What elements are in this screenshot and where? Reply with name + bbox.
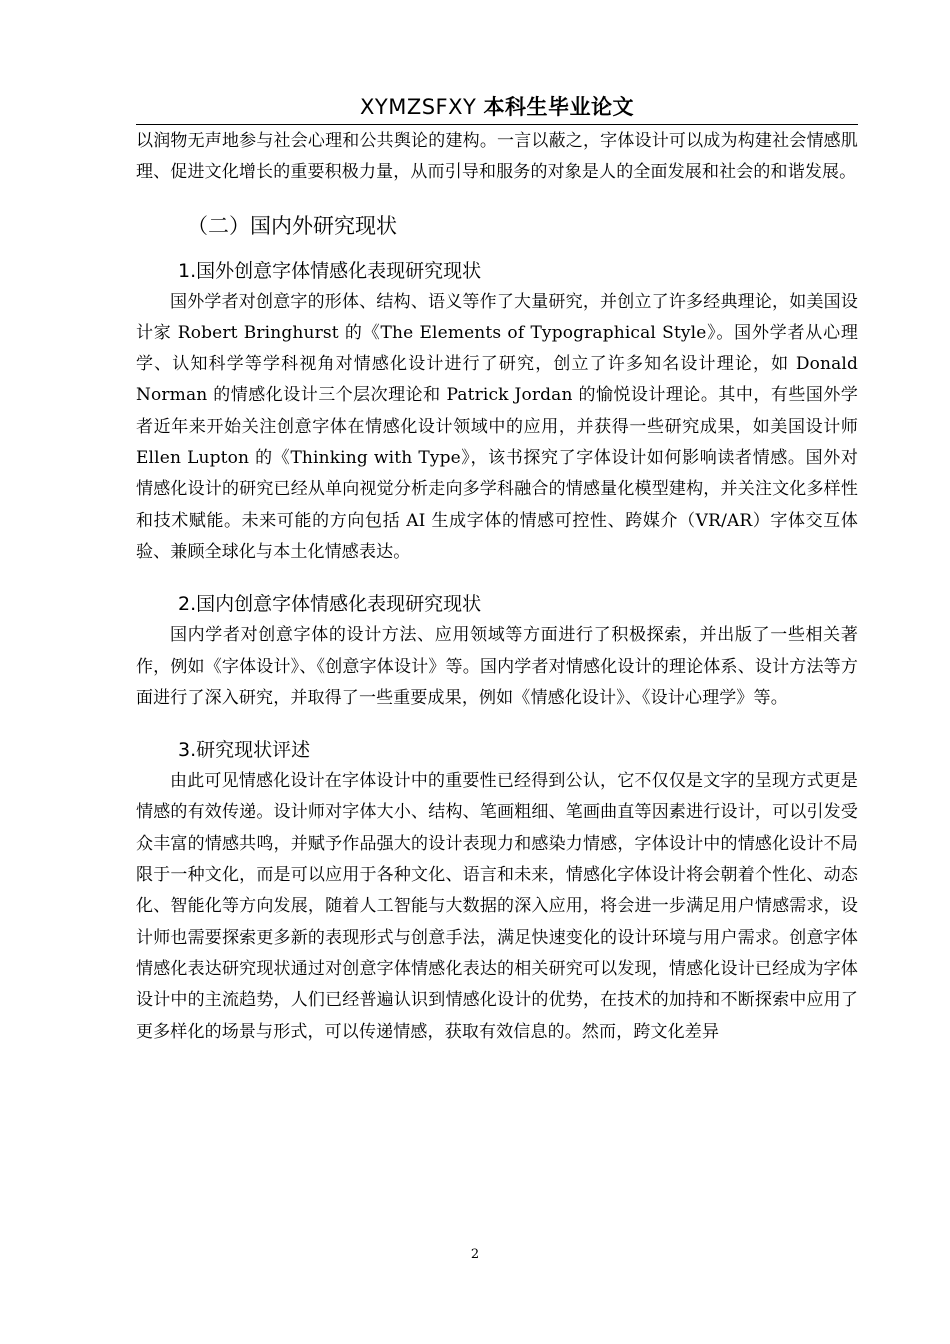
subsection-paragraph-review: 由此可见情感化设计在字体设计中的重要性已经得到公认，它不仅仅是文字的呈现方式更是情感的有效传递。设计师对字体大小、结构、笔画粗细、笔画曲直等因素进行设计，可以引发受众丰富的情感共鸣，并赋予作品强大的设计表现力和感染力情感，字体设计中的情感化设计不局限于一种文化，而是可以应用于各种文化、语言和未来，情感化字体设计将会朝着个性化、动态化、智能化等方向发展，随着人工智能与大数据的深入应用，将会进一步满足用户情感需求，设计师也需要探索更多新的表现形式与创意手法，满足快速变化的设计环境与用户需求。创意字体情感化表达研究现状通过对创意字体情感化表达的相关研究可以发现，情感化设计已经成为字体设计中的主流趋势，人们已经普遍认识到情感化设计的优势，在技术的加持和不断探索中应用了更多样化的场景与形式，可以传递情感，获取有效信息的。然而，跨文化差异 — [136, 771, 858, 1042]
running-header — [136, 92, 858, 122]
subsection-heading-review: 3.研究现状评述 — [178, 739, 311, 762]
body-content — [136, 126, 858, 1048]
subsection-paragraph-domestic: 国内学者对创意字体的设计方法、应用领域等方面进行了积极探索，并出版了一些相关著作，例如《字体设计》、《创意字体设计》等。国内学者对情感化设计的理论体系、设计方法等方面进行了深入研究，并取得了一些重要成果，例如《情感化设计》、《设计心理学》等。 — [136, 625, 858, 708]
subsection-heading-domestic: 2.国内创意字体情感化表现研究现状 — [178, 593, 482, 616]
header-divider — [136, 124, 858, 125]
header-title: 本科生毕业论文 — [483, 95, 635, 119]
intro-paragraph: 以润物无声地参与社会心理和公共舆论的建构。一言以蔽之，字体设计可以成为构建社会情感肌理、促进文化增长的重要积极力量，从而引导和服务的对象是人的全面发展和社会的和谐发展。 — [136, 131, 858, 183]
section-heading: （二）国内外研究现状 — [187, 213, 397, 238]
header-code: XYMZSFXY — [359, 95, 477, 119]
subsection-heading-foreign: 1.国外创意字体情感化表现研究现状 — [178, 259, 482, 282]
subsection-paragraph-foreign: 国外学者对创意字的形体、结构、语义等作了大量研究，并创立了许多经典理论，如美国设计家 Robert Bringhurst 的《The Elements of Typographical Style》。国外学者从心理学、认知科学等学科视角对情感化设计进行了研究，创立了许多知名设计理论，如 Donald Norman 的情感化设计三个层次理论和 Patrick Jordan 的愉悦设计理论。其中，有些国外学者近年来开始关注创意字体在情感化设计领域中的应用，并获得一些研究成果，如美国设计师 Ellen Lupton 的《Thinking with Type》，该书探究了字体设计如何影响读者情感。国外对情感化设计的研究已经从单向视觉分析走向多学科融合的情感量化模型建构，并关注文化多样性和技术赋能。未来可能的方向包括 AI 生成字体的情感可控性、跨媒介（VR/AR）字体交互体验、兼顾全球化与本土化情感表达。 — [136, 291, 858, 562]
page-number: 2 — [470, 1247, 480, 1262]
